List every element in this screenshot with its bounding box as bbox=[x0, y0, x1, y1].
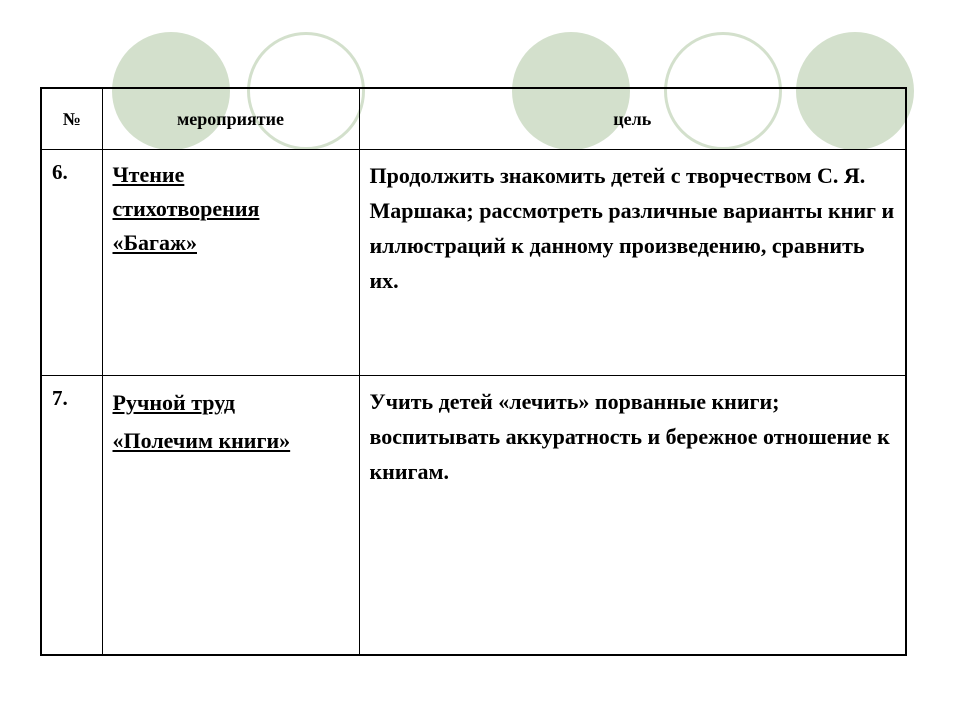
header-goal: цель bbox=[359, 88, 906, 150]
event-line: Чтение bbox=[112, 162, 185, 187]
header-event: мероприятие bbox=[102, 88, 359, 150]
event-line: Ручной труд bbox=[112, 390, 235, 415]
row-goal: Учить детей «лечить» порванные книги; воспитывать аккуратность и бережное отношение к книгам. bbox=[359, 376, 906, 656]
row-event bbox=[102, 376, 359, 656]
header-number: № bbox=[41, 88, 102, 150]
table-row bbox=[41, 150, 906, 376]
row-event bbox=[102, 150, 359, 376]
table-row bbox=[41, 376, 906, 656]
events-table bbox=[40, 87, 907, 656]
event-line: стихотворения bbox=[112, 196, 260, 221]
row-number: 7. bbox=[41, 376, 102, 656]
row-number: 6. bbox=[41, 150, 102, 376]
table-header-row bbox=[41, 88, 906, 150]
event-line: «Багаж» bbox=[112, 230, 197, 255]
row-goal: Продолжить знакомить детей с творчеством С. Я. Маршака; рассмотреть различные варианты книг и иллюстраций к данному произведению, сравнить их. bbox=[359, 150, 906, 376]
event-line: «Полечим книги» bbox=[112, 428, 291, 453]
